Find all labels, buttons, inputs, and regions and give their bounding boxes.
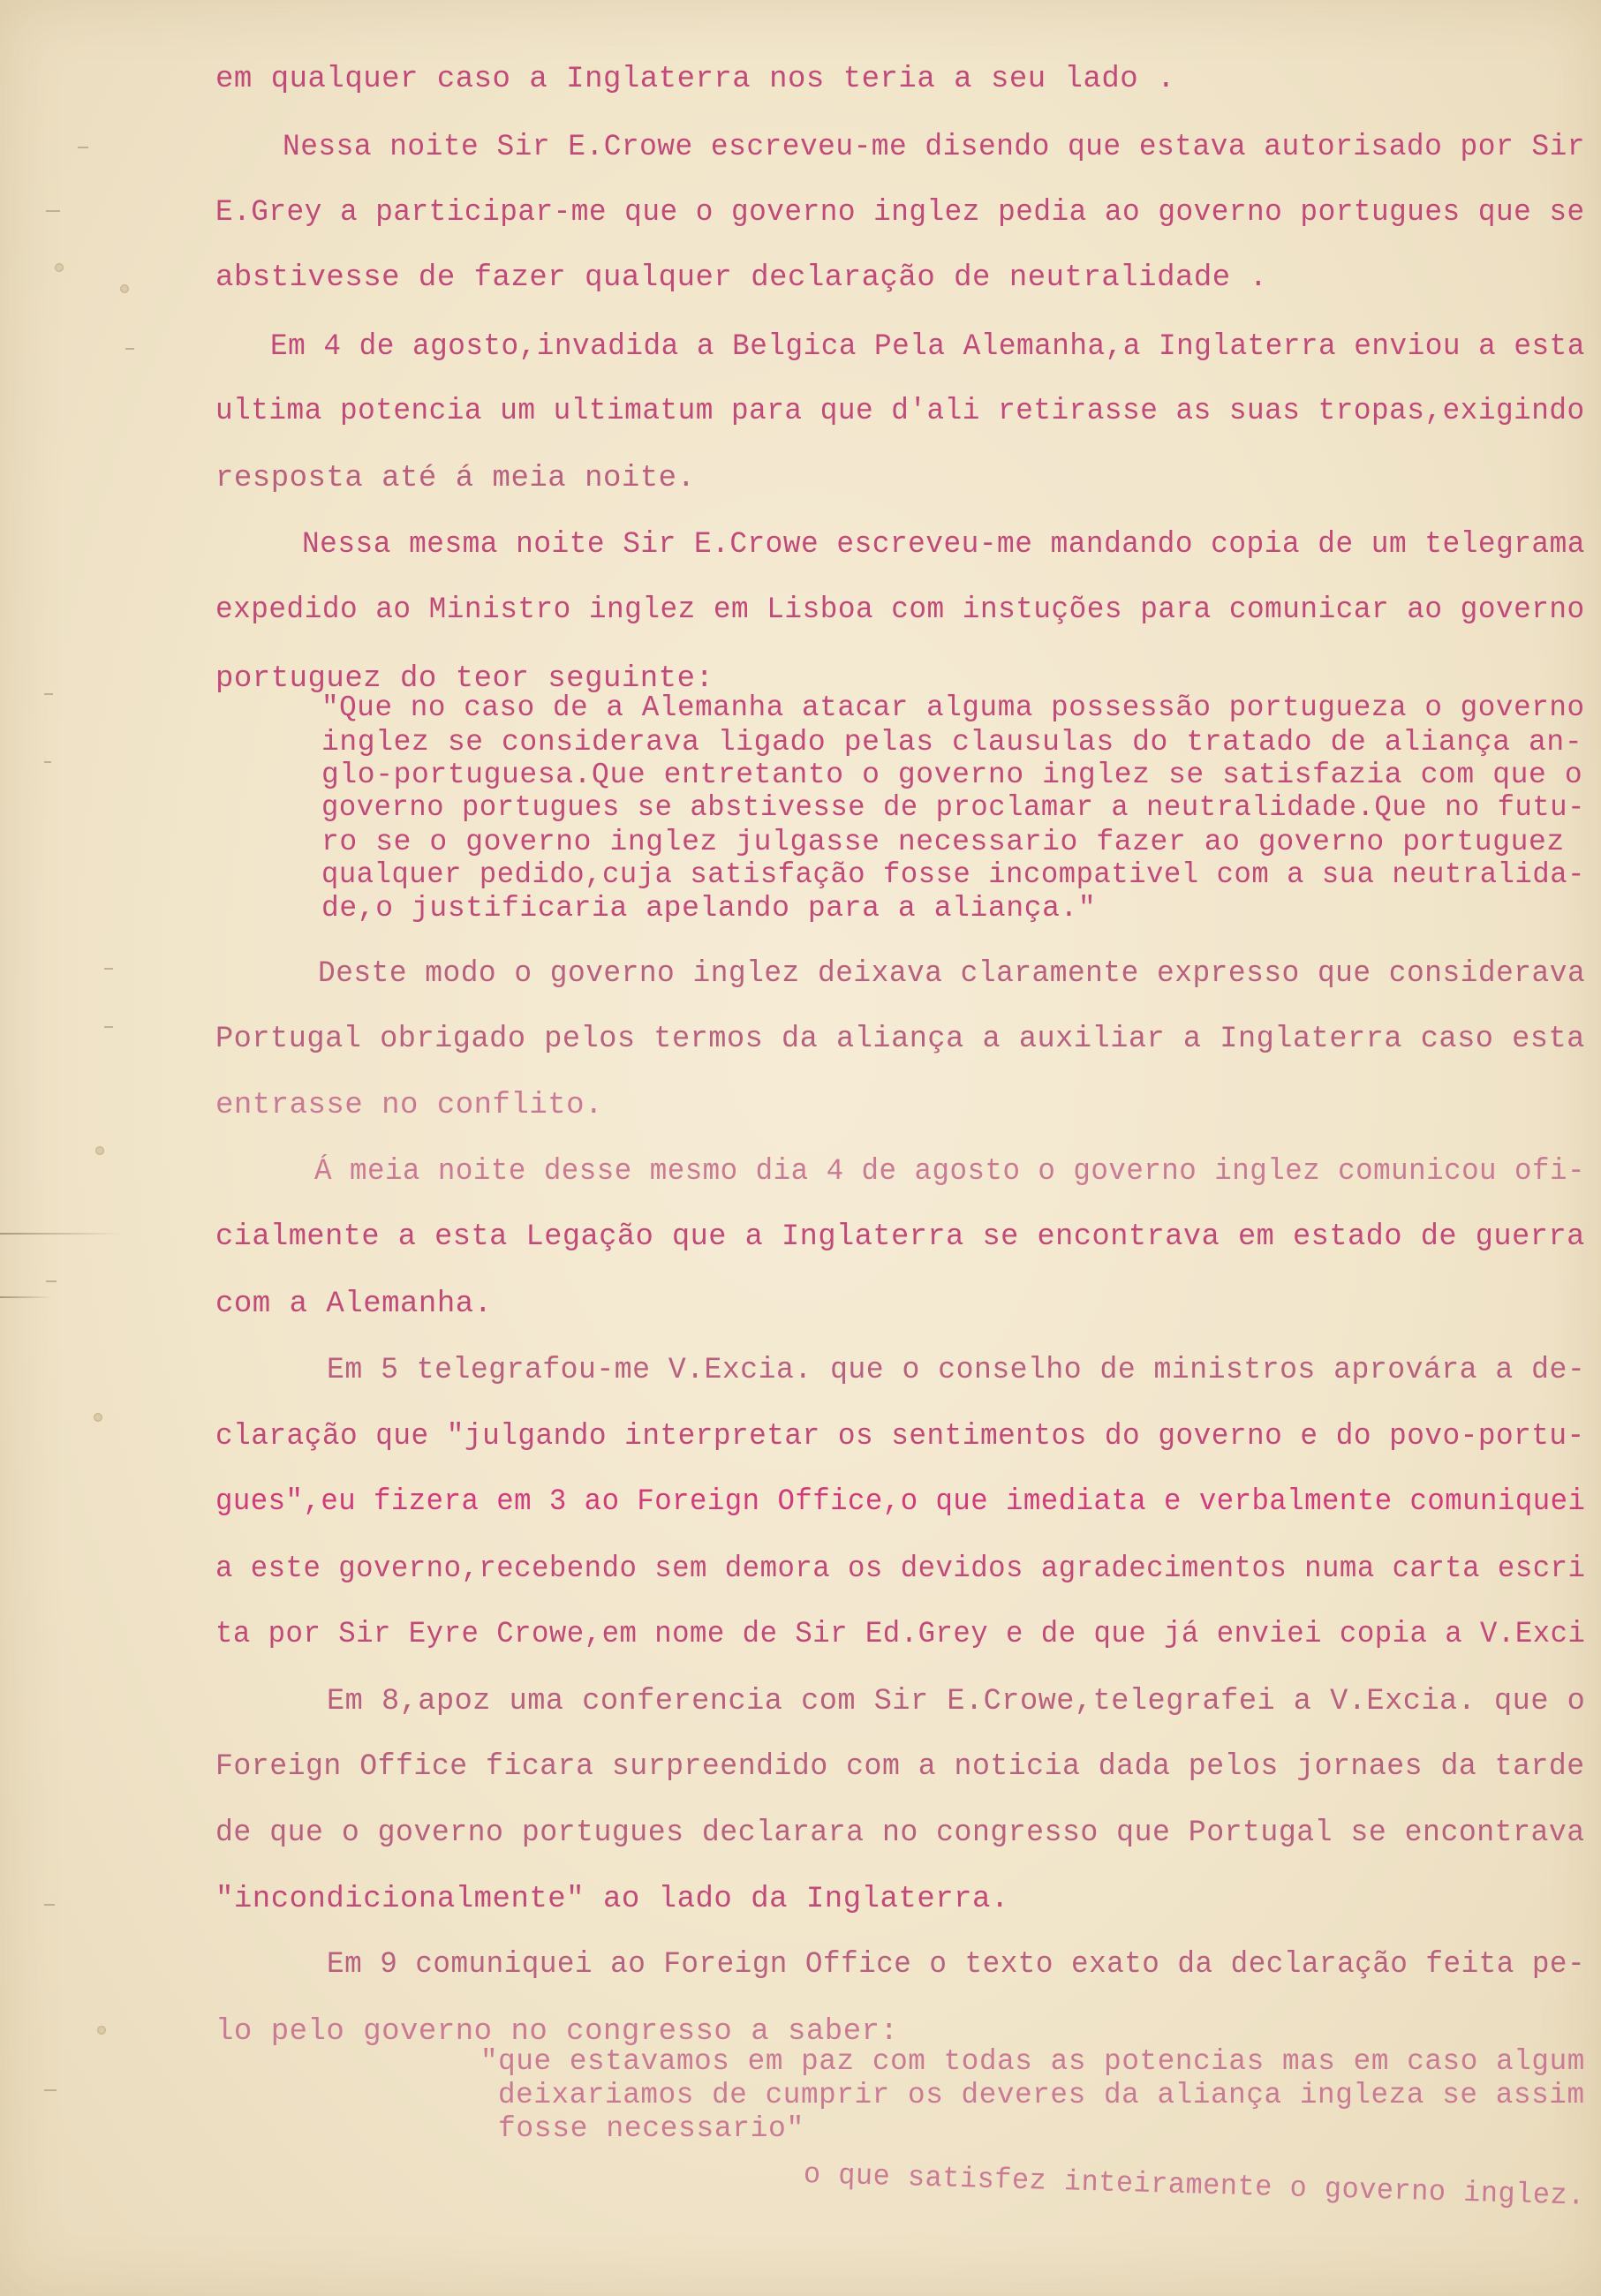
text-line: Em 9 comuniquei ao Foreign Office o texto exato da declaração feita pe-: [327, 1948, 1586, 1982]
quote-line: fosse necessario": [498, 2112, 804, 2145]
quote-line: deixariamos de cumprir os deveres da aliança ingleza se assim: [498, 2079, 1585, 2111]
text-line: gues",eu fizera em 3 ao Foreign Office,o que imediata e verbalmente comuniquei: [215, 1485, 1586, 1519]
quote-line: qualquer pedido,cuja satisfação fosse incompativel com a sua neutralida-: [321, 858, 1585, 891]
text-line: resposta até á meia noite.: [215, 462, 696, 495]
text-line: entrasse no conflito.: [215, 1089, 603, 1122]
text-line: ta por Sir Eyre Crowe,em nome de Sir Ed.Grey e de que já enviei copia a V.Exci: [215, 1618, 1586, 1651]
quote-line: "Que no caso de a Alemanha atacar alguma possessão portugueza o governo: [321, 691, 1585, 724]
text-line: ultima potencia um ultimatum para que d'ali retirasse as suas tropas,exigindo: [215, 395, 1585, 428]
text-line: abstivesse de fazer qualquer declaração de neutralidade .: [215, 261, 1268, 295]
text-line: cialmente a esta Legação que a Inglaterra se encontrava em estado de guerra: [215, 1220, 1585, 1254]
quote-line: de,o justificaria apelando para a aliança.": [321, 892, 1097, 925]
text-line: Foreign Office ficara surpreendido com a noticia dada pelos jornaes da tarde: [215, 1750, 1585, 1784]
text-line: Em 5 telegrafou-me V.Excia. que o conselho de ministros aprovára a de-: [327, 1354, 1586, 1387]
text-line: lo pelo governo no congresso a saber:: [215, 2015, 899, 2049]
closing-line: o que satisfez inteiramente o governo inglez.: [803, 2158, 1586, 2213]
text-line: Em 4 de agosto,invadida a Belgica Pela Alemanha,a Inglaterra enviou a esta: [270, 330, 1585, 364]
text-line: de que o governo portugues declarara no congresso que Portugal se encontrava: [215, 1816, 1585, 1850]
text-line: com a Alemanha.: [215, 1288, 493, 1321]
text-line: em qualquer caso a Inglaterra nos teria a seu lado .: [215, 63, 1175, 96]
quote-line: "que estavamos em paz com todas as potencias mas em caso algum: [480, 2045, 1585, 2078]
text-line: Deste modo o governo inglez deixava claramente expresso que considerava: [318, 957, 1586, 991]
quote-line: governo portugues se abstivesse de proclamar a neutralidade.Que no futu-: [321, 791, 1585, 824]
text-line: a este governo,recebendo sem demora os devidos agradecimentos numa carta escri: [215, 1552, 1586, 1586]
quote-line: glo-portuguesa.Que entretanto o governo inglez se satisfazia com que o: [321, 759, 1583, 791]
text-line: portuguez do teor seguinte:: [215, 662, 714, 696]
text-line: "incondicionalmente" ao lado da Inglaterra.: [215, 1883, 1009, 1916]
text-line: Nessa mesma noite Sir E.Crowe escreveu-me mandando copia de um telegrama: [302, 528, 1585, 562]
quote-line: inglez se considerava ligado pelas clausulas do tratado de aliança an-: [321, 726, 1583, 759]
text-line: expedido ao Ministro inglez em Lisboa com instuções para comunicar ao governo: [215, 593, 1585, 627]
text-line: Portugal obrigado pelos termos da aliança a auxiliar a Inglaterra caso esta: [215, 1023, 1585, 1056]
text-line: Nessa noite Sir E.Crowe escreveu-me disendo que estava autorisado por Sir: [283, 131, 1585, 164]
text-line: E.Grey a participar-me que o governo inglez pedia ao governo portugues que se: [215, 196, 1585, 230]
text-line: Á meia noite desse mesmo dia 4 de agosto o governo inglez comunicou ofi-: [314, 1155, 1585, 1189]
text-line: Em 8,apoz uma conferencia com Sir E.Crowe,telegrafei a V.Excia. que o: [327, 1685, 1586, 1718]
text-line: claração que "julgando interpretar os sentimentos do governo e do povo-portu-: [215, 1420, 1585, 1454]
quote-line: ro se o governo inglez julgasse necessario fazer ao governo portuguez: [321, 826, 1565, 858]
